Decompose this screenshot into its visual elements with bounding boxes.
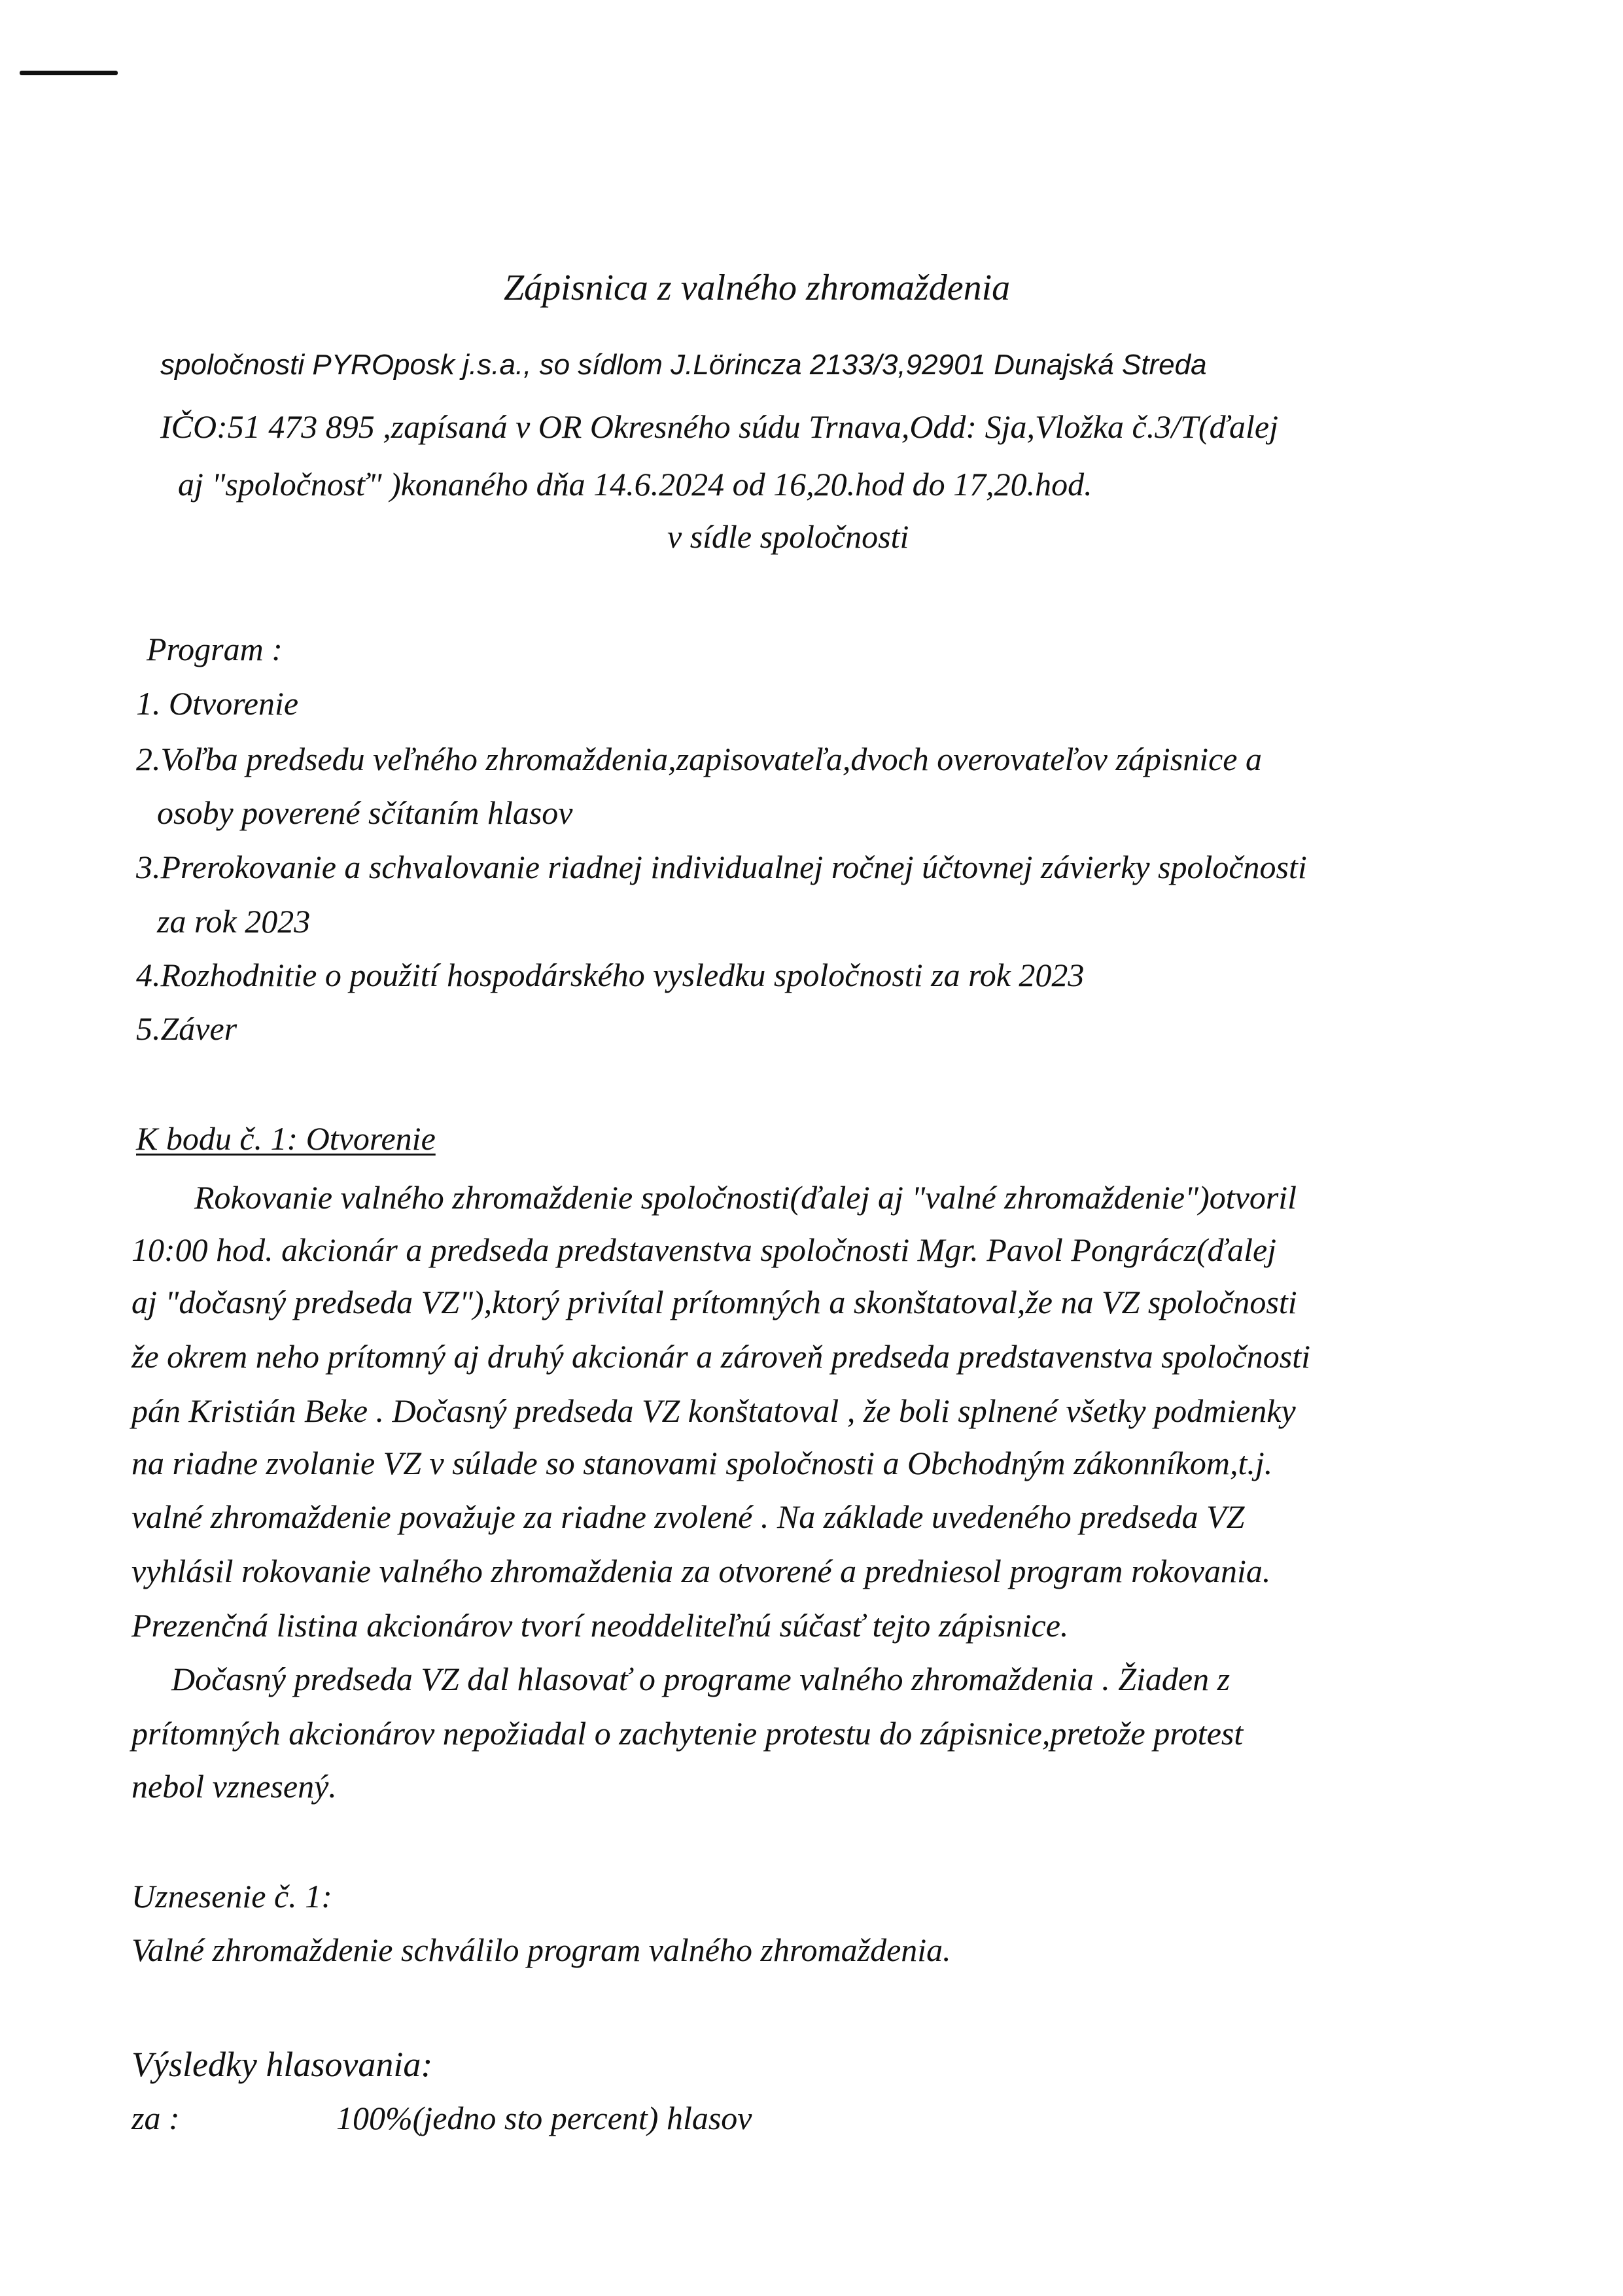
- resolution-text: Valné zhromaždenie schválilo program valného zhromaždenia.: [131, 1932, 951, 1968]
- point1-line: pán Kristián Beke . Dočasný predseda VZ konštatoval , že boli splnené všetky podmienky: [131, 1392, 1296, 1429]
- point1-line: Prezenčná listina akcionárov tvorí neoddeliteľnú súčasť tejto zápisnice.: [131, 1607, 1069, 1644]
- point1-line: 10:00 hod. akcionár a predseda predstavenstva spoločnosti Mgr. Pavol Pongrácz(ďalej: [131, 1231, 1277, 1268]
- point1-line: Dočasný predseda VZ dal hlasovať o programe valného zhromaždenia . Žiaden z: [171, 1661, 1230, 1697]
- scan-mark: [20, 71, 118, 75]
- point1-line: Rokovanie valného zhromaždenie spoločnosti(ďalej aj "valné zhromaždenie")otvoril: [194, 1179, 1297, 1216]
- point1-line: aj "dočasný predseda VZ"),ktorý privítal prítomných a skonštatoval,že na VZ spoločnosti: [131, 1284, 1297, 1320]
- company-line: spoločnosti PYROposk j.s.a., so sídlom J.Lörincza 2133/3,92901 Dunajská Streda: [160, 349, 1207, 381]
- voting-for-value: 100%(jedno sto percent) hlasov: [336, 2100, 752, 2136]
- point1-line: vyhlásil rokovanie valného zhromaždenia za otvorené a predniesol program rokovania.: [131, 1553, 1271, 1589]
- program-item: za rok 2023: [157, 903, 311, 940]
- date-line: aj "spoločnosť" )konaného dňa 14.6.2024 od 16,20.hod do 17,20.hod.: [178, 466, 1092, 503]
- program-item: 4.Rozhodnitie o použití hospodárského vysledku spoločnosti za rok 2023: [136, 957, 1085, 993]
- point1-line: prítomných akcionárov nepožiadal o zachytenie protestu do zápisnice,pretože protest: [131, 1715, 1244, 1752]
- program-heading: Program :: [147, 631, 283, 667]
- place-line: v sídle spoločnosti: [667, 518, 909, 555]
- point1-line: valné zhromaždenie považuje za riadne zvolené . Na základe uvedeného predseda VZ: [131, 1498, 1245, 1535]
- point1-line: že okrem neho prítomný aj druhý akcionár a zároveň predseda predstavenstva spoločnosti: [131, 1338, 1311, 1375]
- voting-for-label: za :: [131, 2100, 180, 2136]
- voting-heading: Výsledky hlasovania:: [131, 2045, 433, 2084]
- program-item: 5.Záver: [136, 1010, 237, 1047]
- point1-heading: K bodu č. 1: Otvorenie: [136, 1120, 436, 1157]
- point1-line: na riadne zvolanie VZ v súlade so stanovami spoločnosti a Obchodným zákonníkom,t.j.: [131, 1445, 1273, 1481]
- ico-line: IČO:51 473 895 ,zapísaná v OR Okresného súdu Trnava,Odd: Sja,Vložka č.3/T(ďalej: [160, 408, 1278, 445]
- program-item: 3.Prerokovanie a schvalovanie riadnej individualnej ročnej účtovnej závierky spoločnosti: [136, 849, 1307, 885]
- program-item: osoby poverené sčítaním hlasov: [157, 794, 573, 831]
- program-item: 2.Voľba predsedu veľného zhromaždenia,zapisovateľa,dvoch overovateľov zápisnice a: [136, 741, 1262, 777]
- point1-line: nebol vznesený.: [131, 1768, 337, 1805]
- document-title: Zápisnica z valného zhromaždenia: [504, 268, 1011, 308]
- program-item: 1. Otvorenie: [136, 685, 299, 722]
- resolution-heading: Uznesenie č. 1:: [131, 1878, 332, 1915]
